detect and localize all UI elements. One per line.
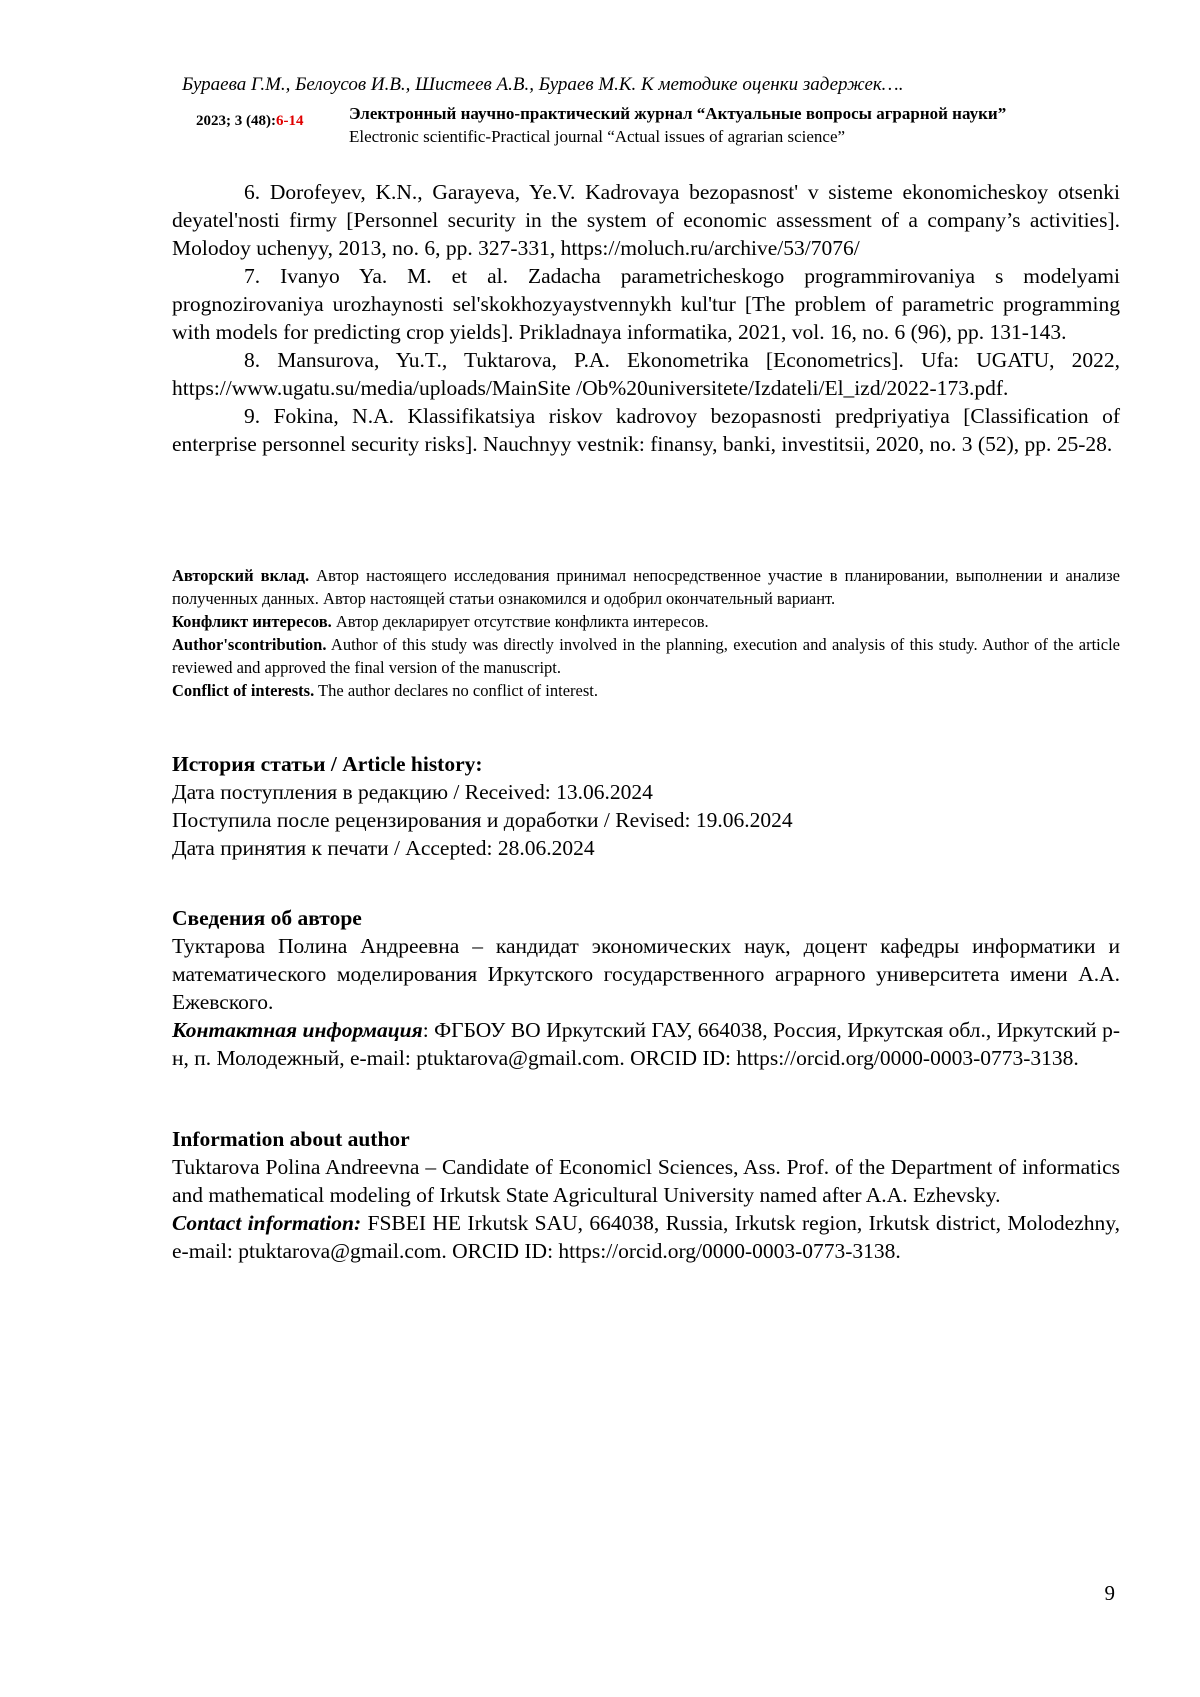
reference-list <box>172 178 1120 458</box>
author-bio-ru: Туктарова Полина Андреевна – кандидат экономических наук, доцент кафедры информатики и математического моделирования Иркутского государственного аграрного университета имени А.А. Ежевского. <box>172 934 1120 1014</box>
reference-item: 7. Ivanyo Ya. M. et al. Zadacha parametricheskogo programmirovaniya s modelyami prognozirovaniya urozhaynosti sel'skokhozyaystvennykh kul'tur [The problem of parametric programming with models for predicting crop yields]. Prikladnaya informatika, 2021, vol. 16, no. 6 (96), pp. 131-143. <box>172 264 1120 344</box>
reference-item: 6. Dorofeyev, K.N., Garayeva, Ye.V. Kadrovaya bezopasnost' v sisteme ekonomicheskoy otsenki deyatel'nosti firmy [Personnel security in the system of economic assessment of a company’s activities]. Molodoy uchenyy, 2013, no. 6, pp. 327-331, https://moluch.ru/archive/53/7076/ <box>172 180 1120 260</box>
conflict-ru-text: Автор декларирует отсутствие конфликта интересов. <box>331 612 709 631</box>
history-revised: Поступила после рецензирования и доработки / Revised: 19.06.2024 <box>172 808 793 832</box>
contribution-en <box>172 633 1120 679</box>
article-history <box>172 750 1120 862</box>
conflict-en <box>172 679 1120 702</box>
conflict-ru <box>172 610 1120 633</box>
contact-label-en: Contact information: <box>172 1211 362 1235</box>
issue-info <box>196 113 303 130</box>
running-head: Бураева Г.М., Белоусов И.В., Шистеев А.В., Бураев М.К. К методике оценки задержек…. <box>182 74 904 95</box>
author-info-en <box>172 1125 1120 1265</box>
author-contact-en <box>172 1209 1120 1265</box>
conflict-ru-label: Конфликт интересов. <box>172 612 332 631</box>
author-info-en-title: Information about author <box>172 1127 410 1151</box>
reference-item: 9. Fokina, N.A. Klassifikatsiya riskov kadrovoy bezopasnosti predpriyatiya [Classification of enterprise personnel security risks]. Nauchnyy vestnik: finansy, banki, investitsii, 2020, no. 3 (52), pp. 25-28. <box>172 404 1120 456</box>
contact-text-ru: : ФГБОУ ВО Иркутский ГАУ, 664038, Россия, Иркутская обл., Иркутский р-н, п. Молодежный, e-mail: ptuktarova@gmail.com. ORCID ID: https://orcid.org/0000-0003-0773-3138. <box>172 1018 1120 1070</box>
contribution-en-text: Author of this study was directly involved in the planning, execution and analysis of this study. Author of the article reviewed and approved the final version of the manuscript. <box>172 635 1120 677</box>
author-notes <box>172 564 1120 702</box>
contribution-ru-label: Авторский вклад. <box>172 566 310 585</box>
conflict-en-label: Conflict of interests. <box>172 681 315 700</box>
history-received: Дата поступления в редакцию / Received: 13.06.2024 <box>172 780 653 804</box>
issue-number: 2023; 3 (48): <box>196 113 276 129</box>
issue-pages: 6-14 <box>275 113 304 129</box>
journal-title-ru: Электронный научно-практический журнал “Актуальные вопросы аграрной науки” <box>349 104 1007 123</box>
contribution-ru <box>172 564 1120 610</box>
journal-title-en: Electronic scientific-Practical journal “Actual issues of agrarian science” <box>349 127 846 146</box>
history-accepted: Дата принятия к печати / Accepted: 28.06.2024 <box>172 836 595 860</box>
author-bio-en: Tuktarova Polina Andreevna – Candidate of Economicl Sciences, Ass. Prof. of the Department of informatics and mathematical modeling of Irkutsk State Agricultural University named after A.A. Ezhevsky. <box>172 1155 1120 1207</box>
conflict-en-text: The author declares no conflict of interest. <box>314 681 598 700</box>
journal-title <box>349 102 1006 148</box>
contribution-en-label: Author'scontribution. <box>172 635 327 654</box>
page-number: 9 <box>1104 1581 1115 1605</box>
author-info-ru <box>172 904 1120 1072</box>
reference-item: 8. Mansurova, Yu.T., Tuktarova, P.A. Ekonometrika [Econometrics]. Ufa: UGATU, 2022, https://www.ugatu.su/media/uploads/MainSite /Ob%20universitete/Izdateli/El_izd/2022-173.pdf. <box>172 348 1120 400</box>
article-history-title: История статьи / Article history: <box>172 752 483 776</box>
contribution-ru-text: Автор настоящего исследования принимал непосредственное участие в планировании, выполнении и анализе полученных данных. Автор настоящей статьи ознакомился и одобрил окончательный вариант. <box>172 566 1120 608</box>
contact-label-ru: Контактная информация <box>172 1018 423 1042</box>
author-info-ru-title: Сведения об авторе <box>172 906 362 930</box>
author-contact-ru <box>172 1016 1120 1072</box>
contact-text-en: FSBEI HE Irkutsk SAU, 664038, Russia, Irkutsk region, Irkutsk district, Molodezhny, e-mail: ptuktarova@gmail.com. ORCID ID: https://orcid.org/0000-0003-0773-3138. <box>172 1211 1120 1263</box>
